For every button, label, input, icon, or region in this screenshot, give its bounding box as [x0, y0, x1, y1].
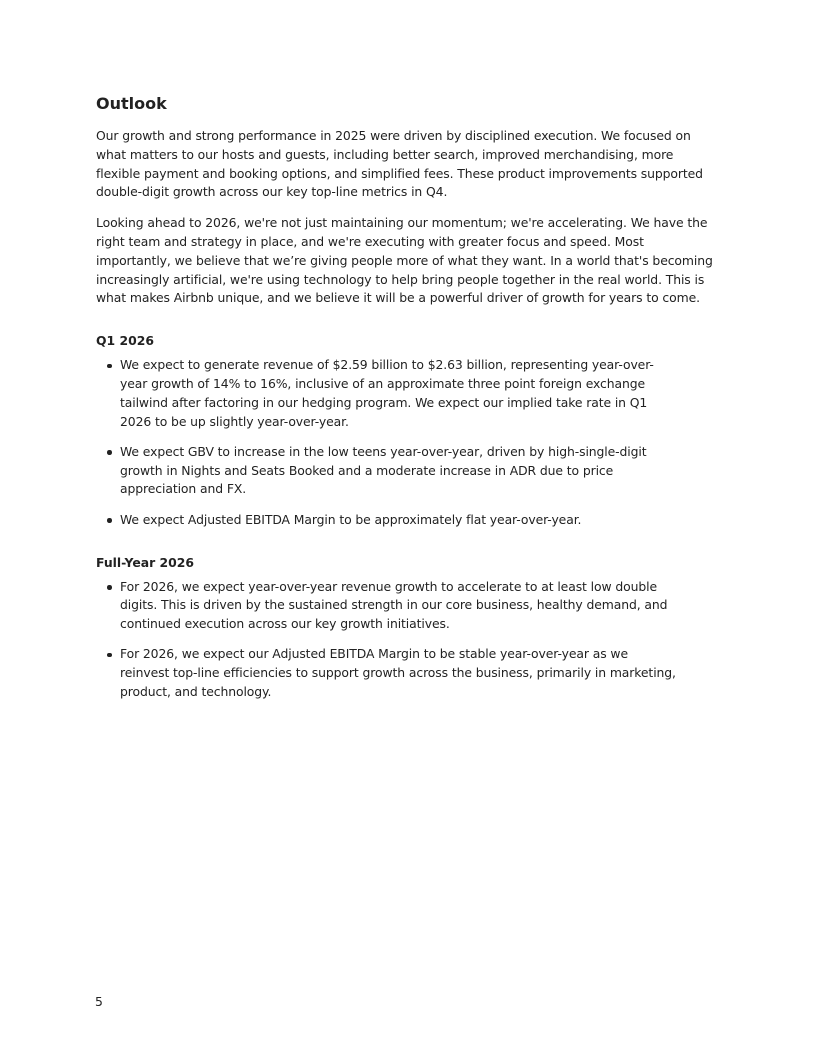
page-number: 5 [95, 994, 103, 1009]
outlook-paragraph: Looking ahead to 2026, we're not just maintaining our momentum; we're accelerating. We have the right team and strategy in place, and we're executing with greater focus and speed. Most importantly, we believe that we’re giving people more of what they want. In a world that's becoming increasingly artificial, we're using technology to help bring people together in the real world. This is what makes Airbnb unique, and we believe it will be a powerful driver of growth for years to come. [96, 215, 713, 306]
list-item [120, 356, 720, 431]
q1-bullet-list [96, 356, 720, 529]
list-item-text: We expect Adjusted EBITDA Margin to be approximately flat year-over-year. [120, 511, 582, 527]
document-page [96, 93, 720, 713]
list-item [120, 645, 720, 701]
bullet-dot-icon [107, 585, 112, 590]
list-item-text: We expect GBV to increase in the low teens year-over-year, driven by high-single-digit growth in Nights and Seats Booked and a moderate increase in ADR due to price appreciation and FX. [120, 443, 647, 497]
list-item-text: We expect to generate revenue of $2.59 billion to $2.63 billion, representing year-over-year growth of 14% to 16%, inclusive of an approximate three point foreign exchange tailwind after factoring in our hedging program. We expect our implied take rate in Q1 2026 to be up slightly year-over-year. [120, 357, 654, 429]
list-item-text: For 2026, we expect our Adjusted EBITDA Margin to be stable year-over-year as we reinvest top-line efficiencies to support growth across the business, primarily in marketing, product, and technology. [120, 646, 676, 700]
bullet-dot-icon [107, 450, 112, 455]
section-title-outlook: Outlook [96, 94, 167, 113]
outlook-paragraph: Our growth and strong performance in 2025 were driven by disciplined execution. We focused on what matters to our hosts and guests, including better search, improved merchandising, more flexible payment and booking options, and simplified fees. These product improvements supported double-digit growth across our key top-line metrics in Q4. [96, 128, 703, 200]
list-item [120, 443, 720, 499]
bullet-dot-icon [107, 653, 112, 658]
subheading-full-year-2026: Full-Year 2026 [96, 554, 194, 570]
full-year-bullet-list [96, 578, 720, 702]
list-item [120, 511, 720, 530]
list-item-text: For 2026, we expect year-over-year revenue growth to accelerate to at least low double digits. This is driven by the sustained strength in our core business, healthy demand, and continued execution across our key growth initiatives. [120, 578, 668, 632]
bullet-dot-icon [107, 364, 112, 369]
list-item [120, 578, 720, 634]
subheading-q1-2026: Q1 2026 [96, 333, 154, 349]
bullet-dot-icon [107, 518, 112, 523]
